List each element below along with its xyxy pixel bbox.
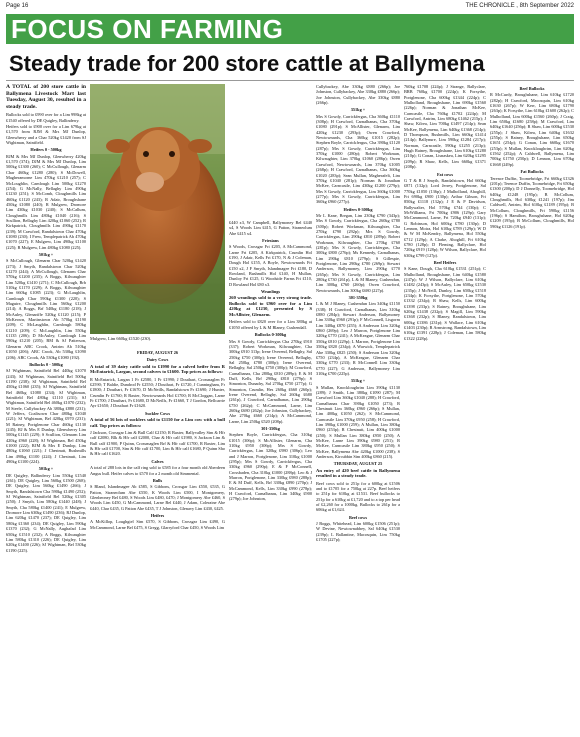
paragraph: R McCurdy, Broughshane, Lim 610kg £1720 (282p); H Crawford, Macosquin, Lim 610kg £1630 (267p); W Kerr, Lim 680kg £1790 (263p); K Forsythe, Lim 610kg £1600 (262p); C Mulholland, Lim 600kg £1560 (260p); J Craig, Lim 650kg £1680 (258p); M Crawford, Lim 640kg £1640 (256p); R Shaw, Lim 600kg £1530 (255p); J Shaw, Kilrea, Lim 640kg £1632 (255p); S Rainey, Broughshane, Lim 650kg £1651 (254p); G Conan, Lim 660kg £1670 (253p); S Mullan, Knockloughrim, Lim 620kg £1562 (252p); A Caldwell, Ballymena, Lim 700kg £1750 (250p); D Lennon, Lim 670kg £1668 (249p). — [490, 92, 574, 167]
subheading: Bulls — [152, 477, 163, 483]
subheading: 351kg + — [350, 378, 366, 384]
paragraph: Mr L Kane, Bregan, Lim 230kg £790 (343p); Mrs S Gowdy, Carrickfergus, Cha 260kg £780 (300p); Robert Workman, Kilwaughter, Cha 270kg £790 (292p); Mrs S Gowdy, Carrickfergus, Lim 290kg £810 (289p); Robert Workman, Kilwaughter, Cha 270kg £760 (281p); Mrs S Gowdy, Carrickfergus, Cha 300kg £800 (276p); Ms Kennedy, Carnalbanas, Lim 290kg £810 (279p); S Gillespie, Portglenone, Lim 290kg £780 (269p); Stewart Anderson, Ballymoney, Lim 290kg £770 (265p); Mrs S Gowdy, Carrickfergus, Lim 280kg £730 (261p), L & M Blaney, Cushendun, Lim 300kg £760 (260p); Owen Crawford, Newtownards, Lim 300kg £680 (227p). — [316, 212, 400, 293]
paragraph: J Jackson, Crossgar Lim & Bull Calf £2150; R Baxter, Ballyvalley Sim & Hfr calf £2080, Blk & Hfr calf £2000, Char & Hfr calf £1980, S Jackson Lim & Bull calf £1900, P Quinn, Crossmaglen Brf & Hfr calf £1700, R Baxter, Lim & Hfr calf £1700, Sim & Hfr calf £1700, Lim & Hfr calf £1680, P Quinn Sho & Hfr calf £1620. — [90, 430, 225, 457]
photo-caption: Mulgrew, Lim 660kg £1520 (230). — [90, 336, 152, 341]
section-banner — [6, 14, 574, 44]
article-column-5 — [404, 84, 486, 732]
headline-rule — [6, 80, 574, 81]
paragraph: Mrs S Gowdy, Carrickfergus, Cha 360kg £1110 (308p); H Crawford, Carnalbanas, Cha 370kg £1080 (291p); S McAllister, Glenarm, Lim 420kg £1230 (293p); Owen Crawford, Newtownards, Cha 360kg £1015 (282p); Stephen Boyle, Carrickfergus, Cha 390kg £1120 (287p); Mrs S Gowdy, Carrickfergus, Lim 370kg £1000 (280p); Robert Workman, Kilwaughter, Lim 370kg £1060 (286p); Owen Crawford, Newtownards, Lim 370kg £1005 (268p); H Crawford, Carnalbanas, Cha 360kg £1020 (283p); Sean Mullan, Magherafelt, Lim 370kg £1040 (281p); Norman & Jonathan McKee, Carncastle, Lim 430kg £1200 (279p); Mrs S Gowdy, Carrickfergus, Lim 360kg £1000 (277p); Mrs S Gowdy, Carrickfergus, Lim 360kg £960 (277p). — [316, 113, 400, 205]
subheading: Bullocks 0-300kg — [254, 332, 287, 338]
subheading: THURSDAY, AUGUST 25 — [333, 461, 383, 467]
subheading: Heifers 0 - 500kg — [30, 147, 62, 153]
paragraph: S Bland, Islandmagee Ab £585, S Gibbons, Crossgar Lim £550, £535, G Patton, Straneolum Abe £550, K Woods Lim £500, I Montgomery, Glenbeoney Bel £480, S Woods Lim £480, £470; J Montgomery Abe £460, S Woods Lim £450, G McCammond, Larne Bel £440, J Adam, Coleraine Abe £440, Char £435, G Patton Abe £435, T J Johnston, Glenavy Lim £430, £425. — [90, 484, 225, 511]
paragraph: Mrs S Gowdy, Carrickfergus Cha 270kg £910 (337); Robert Workman, Kilwaughter, Cha 300kg £910 313p; Irene Overend, Bellaghy, Sal 250kg £750 (300p); Irene Overend, Bellaghy, Sal 250kg £780 (300p); Irene Overend, Bellaghy, Sal 250kg £750 (300p); M Crawford, Carnalbanas, Cha 280kg £810 (289p); E & M Duff, Kells, Brf 290kg £810 (279p); S Simonton, Dunadry, Sal 270kg £750 (277p); G Simonton, Crumlin, Hes 260kg £660 (260p); Irene Overend, Bellaghy, Sal 260kg £680 (261p), J Crawford, Carnalbanas, Lim 290kg £750 (262p); C McCammond, Larne, Lim 260kg £680 (262p); Joe Johnston, Cullybackey, Abe 270kg £660 (214p); A McCammond, Larne, Lim 250kg £520 (208p). — [229, 338, 312, 424]
paragraph: Terence Duffin, Toomebridge, Fri 660kg £1326 (201p); Terence Duffin, Toomebridge, Fri 650kg £1300 (200p); D J Donnelly, Toomebridge, Hol 640kg £1248 (195p); B McCollum, Cloughmills, Hol 630kg £1241 (197p); Jim Caldwell, Antrim, Hol 610kg £1189 (195p); B McCollum, Cloughmills, Fri 590kg £1156 (196p); S Hamilton, Broughshane, Hol 620kg £1209 (195p); B McCollum, Cloughmills, Hol 590kg £1126 (191p). — [490, 175, 574, 229]
subheading: 301-350kg — [261, 426, 280, 431]
subheading: Bullocks 0 - 500kg — [29, 361, 63, 367]
subheading: Beef cows — [348, 514, 368, 520]
subheading: Suckler Cows — [144, 410, 171, 416]
cattle-photo — [90, 84, 225, 334]
subheading: 351kg + — [350, 107, 366, 113]
lead-paragraph: 260 weanlings sold to a very strong trade. Bullocks sold to £960 over for a Lim 420kg at £1230, presented by S McAllister, Glenarm. — [229, 295, 312, 317]
subheading: Calves — [151, 458, 164, 464]
subheading: Dairy Cows — [146, 357, 169, 363]
subheading: Beef Heifers — [433, 260, 457, 265]
lead-paragraph: A total of 39 dairy cattle sold to £1990 for a calved heifer from R McEntarick, Largan, second calvers to £1600. Top prices as follows: — [90, 363, 225, 375]
cattle-image — [90, 84, 225, 334]
paragraph: S Kane, Dough, Cha 610kg £1531 (251p); C Mulholland, Broughshane, Lim 640kg £1580 (247p); W J Wilson, Ballyclare, Lim 610kg £1482 (243p); S McAuley, Lim 650kg £1530 (235p); J McNeill, Dunloy, Lim 650kg £1518 (234p); K Forsythe, Portglenone, Lim 570kg £1332 (234p); R Shaw, Kells, Lim 600kg £1398 (233p); S Rainey, Broughshane, Lim 620kg £1438 (232p); S Magill, Lim 590kg £1368 (232p); S Blaney, Randalstown, Lim 600kg £1386 (231p); S Wallace, Lim 610kg £1403 (230p); R Armstrong, Randalstown, Lim 610kg £1391 (228p); J Coleman, Lim 580kg £1322 (228p). — [404, 266, 486, 341]
subheading: Fat Bullocks — [520, 169, 544, 175]
subheading: Fat cows — [436, 171, 454, 177]
subheading: FRIDAY, AUGUST 26 — [136, 350, 179, 355]
paragraph: J Boggs, Whitehead, Lim 600kg £1506 (251p); W Devine, Newtownabbey, Sal 640kg £1530 (239p); L Ballantine, Macosquin, Lim 750kg £1705 (227p); — [316, 521, 400, 543]
paragraph: DE Quigley, Ballinderry Lim 550kg £1540 (261); DE Quigley, Lim 560kg £1500 (268); DE Quigley, Lim 560kg £1490 (266); J Smyth, Randalstown Cha 590kg £1490 (252); SJ Wightman, Saintfield Bel 520kg £1305 (250); J Smyth, Lim 580kg £1440 (248); J Smyth, Cha 580kg £1400 (241); E Mulgrew, Dromore Lim 630kg £1490 (236); RJ Dunlop, Lim 620kg £1470 (237); DE Quigley, Lim 580kg £1360 (234); DE Quigley, Lim 590kg £1370 (232); G McNally, Aughafad Lim 650kg £1510 (232); A Boggs, Kilwaughter Lim 580kg £1310 (226); DE Quigley, Lim 620kg £1400 (226); SJ Wightman, Bel 530kg £1190 (225). — [6, 472, 86, 553]
paragraph: SJ Wightman, Saintfield Bel 440kg £1070 (243); SJ Wightman, Saintfield Bel 500kg £1190 (238); SJ Wightman, Saintfield Bel 450kg £1060 (235); SJ Wightman, Saintfield Bel 460kg £1080 (234); SJ Wightman, Saintfield Bel 480kg £1110 (231); SJ Wightman, Saintfield Bel 460kg £1070 (232); M Steele, Cullybackey Ab 380kg £880 (231); W Jeffers, Coalisown Char 480kg £1040 (221); SJ Wightman, Bel 420kg £970 (231); M Rainey, Portglenone Char 460kg £1130 (245); RJ & Mrs E Dunlop, Glenwherry Lim 500kg £1145 (229); S Scullion, Glenarm Lim 420kg £960 (228); SJ Wightman, Bel 450kg £1000 (222); RJM & Mrs E Dunlop, Lim 480kg £1060 (221); J Chestnutt, Bushmills Lim 490kg £1100 (224); J Chestnutt, Lim 490kg £1100 (224). — [6, 368, 86, 465]
article-column-3 — [229, 220, 312, 732]
lead-paragraph: A total of 56 lots of sucklers sold to £1150 for a Lim cow with a bull calf. Top prices as follows: — [90, 417, 225, 428]
article-column-6 — [490, 84, 574, 732]
paragraph: S Woods, Crossgar Fri £205, A McCammond, Larne Fri £205, A Kirkpatrick, Crumlin Hol £190, J Adair, Kells Fri £170, N & J Coleman, Dough Hol £155, A Boyle, Newtownards Fri £150 x2, J F Smyth, Islandmagee Fri £180, D Rowland, Bushmills Hol £140, H Mullan, Dunloy Fri £125, G Woodside Farms Fri £110, D Rowland Hol £80 x3. — [229, 244, 312, 287]
lead-paragraph: An entry of 420 beef cattle in Ballymena resulted in a steady trade. — [316, 467, 400, 479]
article-column-1 — [6, 84, 86, 732]
subheading: Friesians — [262, 238, 279, 244]
paragraph: Heifers sold to £820 over for a Lim 380kg at £1050 offered by L & M Blaney, Cushendall. — [229, 319, 312, 330]
subheading: 501kg + — [38, 251, 54, 257]
subheading: Heifers — [150, 512, 165, 518]
paragraph: Bullocks sold to £990 over for a Lim 998kg at £1540 offered by DE Quigley, Ballinderry. — [6, 112, 86, 123]
page-header — [6, 3, 574, 12]
paragraph: S Mullan, Knockloughrim Lim 390kg £1130 (289); J Smith, Lim 380kg £1090 (287); M Crawford Lim 360kg £1040 (288); H Crawford, Carnalbanas Char 390kg £1050 (273); R Chestnutt Lim 360kg £960 (266p); S Mullan, Lim 400kg £1050 (262); S McCammond, Carncastle Lim 370kg £950 (258); H Crawford, Lim 390kg £1000 (259); A Mullan, Lim 380kg £960 (253p); R Chestnutt, Lim 400kg £1000 (250); S Mullan Lim 380kg £950 (250); A McKee, Larne Lim 390kg £980 (251); R McKee, Carncastle Lim 380kg £950 (250); S McKee, Ballymena Abe 420kg £1000 (238); S Anderson, Kircubbin Sim 400kg £860 (215). — [316, 384, 400, 460]
paragraph: L & M J Blaney, Cushendun Lim 340kg £1150 (338); H Crawford, Carnalbanas, Lim 310kg £880 (284p); Stewart Anderson, Ballymoney Lim 330kg £960 (291p); F McConnell, Lisgorm Lim 340kg £870 (255); A Anderson Lim 320kg £860 (269p); Leo J Marron, Portglenone Lim 320kg £770 (241); A McKeague, Glenarm Char 350kg £810 (229p); L Marron, Portglenone Lim 350kg £820 (234p); A Warwick, Templepatrick Abe 330kg £825 (250); S Anderson Lim 320kg £750 (234p), A McKeague, Glenarm Char 330kg £770 (233); R McConnell Lim 330kg £770 (227); G Anderson, Ballymoney Lim 310kg £700 (225p). — [316, 301, 400, 376]
article-headline: Steady trade for 200 store cattle at Ballymena — [9, 51, 485, 76]
paragraph: RJM & Mrs MJ Dunlop, Glenwherry 420kg £1,570 (374); DJM & Mrs MJ Dunlop, Lim 500kg £1300 (260); C McCullough, Glenarm Char 460kg £1280 (280); S McDowell, Magheramorne Lim 470kg £1210 (257); C McLoughlin, Carnlough Lim 500kg £1270 (254); G McNally, Bellaghy Lim 490kg £1230 (251); S McComb, Cloughmills Lim 460kg £1120 (243); R Adair, Broughshane 450kg £1080 (240); R Mulgrew, Dromore Lim 430kg £1030 (240); S McCallum, Cloughmills Lim 480kg £1040 (216); S Scullion, Bellaghy Lim 420kg £1060 (252); R Kirkpatrick, Cloughmills Lim 490kg £1170 (239); M Crawford, Randalstown Char 470kg £1080 (230); I Frew, Templepatrick Ab 470kg £1070 (227); E Mulgrew, Lim 490kg £1100 (225); R Mulgrew, Lim 480kg £1080 (225). — [6, 153, 86, 250]
page-number: Page 16 — [6, 3, 29, 9]
paragraph: G T & R J Smyth, Randalstown, Hol 660kg £871 (132p); Lord Jerrey, Portglenone, Sal 770kg £1050 (136p); J Mulholland, Ahoghill, Fri 690kg £900 (130p); Arthur Gibson, Fri 850kg £1118 (132p); J E & P Davidson, Ballywalter, Hol 570kg £744 (130p); C McWilliams, Fri 700kg £906 (129p); Gary McCammond, Larne, Fri 720kg £940 (131p); G Robinson, Hol 600kg £780 (130p); D Lennon, Moira, Hol 610kg £789 (129p); W D & W M McKendry, Ballymena, Hol 550kg £712 (129p); A Clarke, Ahoghill, Fri 610kg £780 (128p); D Fleming, Ballyclare, Hol 720kg £919 (128p); W Wilson, Ballyclare, Hol 630kg £799 (127p). — [404, 177, 486, 258]
paragraph: Cullybackey, Abe 330kg £880 (266p); Joe Johnston, Cullybackey, Abe 330kg £880 (266p); Joe Johnston, Cullybackey, Abe 330kg £880 (266p). — [316, 84, 400, 106]
article-column-4 — [316, 84, 400, 732]
subheading: 301-350kg — [348, 295, 368, 301]
subheading: Heifers 0-300kg — [343, 206, 373, 212]
paragraph: £440 x3, W Campbell, Ballymoney Bel £440 x4, S Woods Lim £415, G Patton, Straneolum Abe £415 x4. — [229, 220, 312, 236]
subheading: Beef Bullocks — [519, 86, 545, 91]
paragraph: 760kg £1708 (224p); J Strange, Ballyclare, BRB 760kg £1700 (224p); K Forsythe, Portglenone, Cha 600kg £1344 (224p); C Mulholland, Broughshane, Lim 690kg £1560 (226p); Norman & Jonathan McKee, Carncastle, Cha 760kg £1702 (224p); M Crawford, Antrim, Lim 680kg £1462 (215p); J Shaw, Kilrea, Lim 700kg £1497 (214p); Sean McKee, Ballymena, Lim 640kg £1368 (214p); D Thompson, Bushmills, Lim 660kg £1414 (214p); Ballynure, Lim 590kg £1284 (217p); Norman, Carncastle, 590kg £1255 (213p); Hugh Rainey, Broughshane, Lim 610kg £1280 (210p); G Conan, Lisnaskea, Lim 620kg £1295 (209p); R Shaw, Kells, Lim 660kg £1371 (208p). — [404, 84, 486, 170]
lead-paragraph: A TOTAL of 200 store cattle in Ballymena Livestock Mart last Tuesday, August 30, resulted in a steady trade. — [6, 84, 86, 110]
paragraph: A total of 288 lots in the calf ring sold to £585 for a four month old Aberdeen Angus bull. Heifer calves to £570 for a 2 month old Simmental. — [90, 465, 225, 476]
paragraph: S McCullough, Glenarm Char 520kg £1420 (273); J Smyth, Randalstown Char 520kg £1270 (244); A McCullough, Glenarm Char 570kg £1200 (235); A Boggs, Kilwaughter Lim 520kg £1410 (271); C McCullough, Brb 510kg £1170 (229); A Boggs, Kilwaughter Lim 660kg £1085 (223); G McLaughlin, Carnlough Char 590kg £1300 (220); S Maguire, Cloughmills Lim 560kg £1200 (214); A Boggs, Brf 540kg £1180 (218); J McAuley, Glenariffe 520kg £1120 (215); P McKeown, Martinstown Ab 570kg £1190 (209); C McLaughlin, Carnlough 580kg £1210 (209); C McLaughlin, Lim 550kg £1135 (206); D McAuley, Carnlough Lim 590kg £1210 (205); BM & SJ Patterson, Glenarm ABC Crook, Antrim Ab 510kg £1050 (206); ABC Crook, Ab 530kg £1090 (206); ABC Crook, Ab 530kg £1080 (192). — [6, 258, 86, 360]
article-column-2 — [90, 348, 225, 732]
paragraph: Heifers sold to £900 over for a Lim 679kg at £1,570 from RJM & Mrs MJ Dunlop, Glenwherry and a Char 520kg £1420 from SJ Wightman, Saintfield. — [6, 124, 86, 146]
paragraph: A McKillop, Loughgiel Sim £570, S Gibbons, Crossgar Lim £490, G McCammond, Larne Bel £475, S Gregg, Glarryford Char £450, S Woods Lim — [90, 519, 225, 530]
paragraph: R McEntarick, Largan 1 Fr £2580, 1 Fr £1990; J Douthart, Crossnaglen Fr £2590; T Baldie, Dundrod Fr £2550; J Douthart, Fr £1720, J Cunningham, Fr £1800; J Douthart, Fr £1670, D McNeills, Randalstown Fr £1690; J Hunter, Crumlin Fr £1760; R Baxter, Newtownards Hol £1700; R McCloggan, Larne Fr £1700; J Douthart, Fr £1680, D McNeills, Fr £1660, T J Gordon, Bellcarrie Ayr £1650; J Douthart Fr £1620. — [90, 376, 225, 409]
paragraph: Stephen Boyle, Carrickfergus, Cha 310kg £1015 (306p); S McAllister, Glenarm, Cha 310kg £950 (306p); Mrs S Gowdy, Carrickfergus, Lim 320kg £980 (306p); Leo and J Marron, Portglenone, Lim 310kg £1000 (295p); Mrs S Gowdy, Carrickfergus, Cha 330kg £960 (290p); E & F McConnell, Crossbaden, Cha 310kg £1000 (288p); Leo & J Marron, Portglenone, Lim 330kg £980 (288p); E & M Duff, Kells, Brf 330kg £890 (270p); J McCammond, Kells, Lim 330kg £990 (278p); H Crawford, Carnalbanas, Lim 340kg £900 (279p); Joe Johnston, — [229, 432, 312, 502]
subheading: 501kg + — [38, 466, 54, 472]
publication-date: THE CHRONICLE , 8th September 2022 — [465, 3, 574, 9]
paragraph: Beef cows sold to 251p for a 600kg at £1506 and to £1705 for a 750kg at 227p. Beef heifers to 251p for 610kg at £1531. Beef bullocks to 251p for a 610kg at £1,720 and to a top per head of £2,260 for a 1000kg. Bullocks to 261p for a 606kg at £1,624. — [316, 480, 400, 513]
subheading: Weanlings — [260, 289, 281, 295]
section-title: FOCUS ON FARMING — [11, 14, 284, 44]
